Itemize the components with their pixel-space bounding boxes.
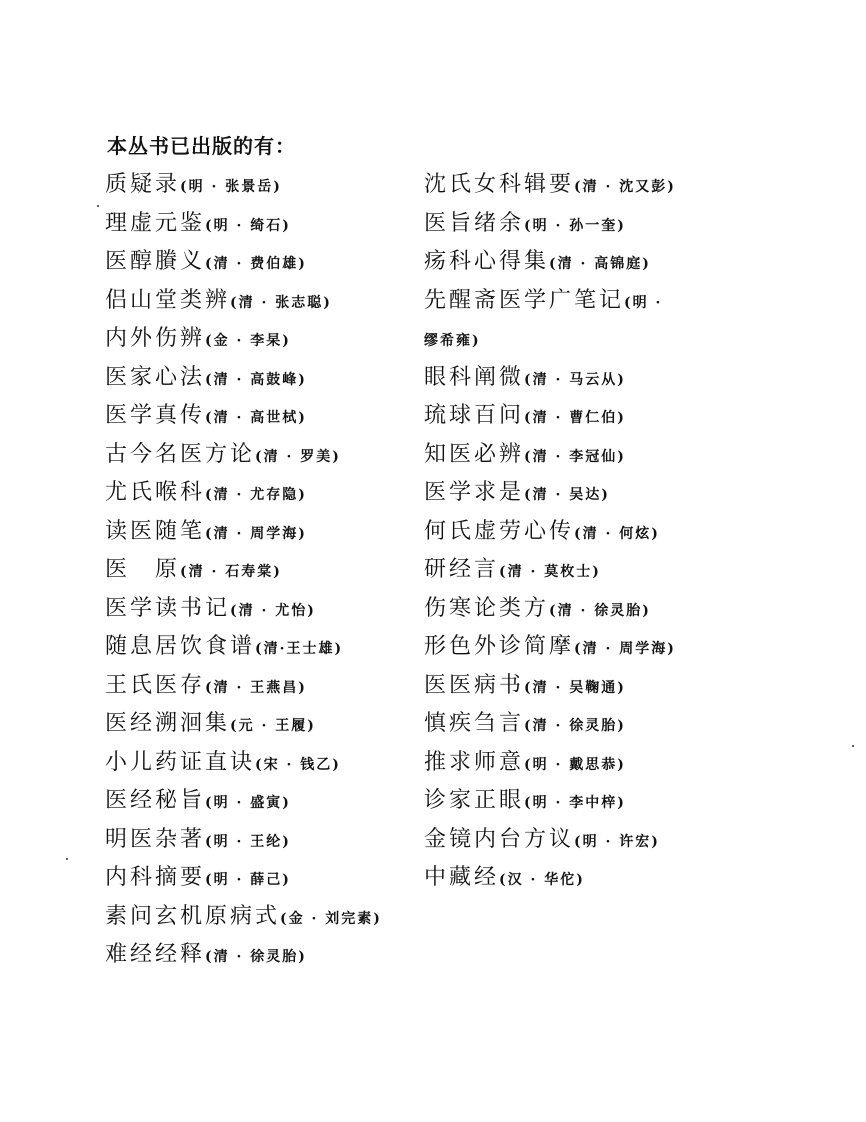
book-author: (清 · 莫枚士) xyxy=(499,564,601,580)
book-title: 研经言 xyxy=(424,557,500,582)
book-author: (清 · 高鼓峰) xyxy=(205,371,307,388)
book-list-item xyxy=(424,628,676,667)
book-author: (明 · 许宏) xyxy=(574,833,660,850)
book-title: 眼科阐微 xyxy=(424,364,525,390)
book-author: (明 · xyxy=(624,294,663,311)
book-title: 何氏虚劳心传 xyxy=(424,518,575,544)
book-title: 琉球百问 xyxy=(424,403,525,428)
book-title: 医学真传 xyxy=(105,403,206,428)
book-author: (汉 · 华佗) xyxy=(499,872,585,888)
book-title: 医 原 xyxy=(105,557,181,582)
book-author: (明 · 戴思恭) xyxy=(524,756,626,773)
book-title: 沈氏女科辑要 xyxy=(424,172,575,197)
book-author: (金 · 李杲) xyxy=(205,333,291,349)
book-author: (清·王士雄) xyxy=(255,641,344,657)
book-title: 医旨绪余 xyxy=(424,210,525,236)
book-author: (清 · 沈又彭) xyxy=(574,179,676,195)
book-list-item xyxy=(424,821,676,860)
book-author: (清 · 徐灵胎) xyxy=(524,718,626,734)
book-author: (清 · 高锦庭) xyxy=(549,256,651,272)
book-title: 侣山堂类辨 xyxy=(105,287,231,313)
book-title: 尤氏喉科 xyxy=(105,480,206,505)
book-title: 随息居饮食谱 xyxy=(105,634,256,659)
book-title: 医医病书 xyxy=(424,672,525,698)
book-title: 明医杂著 xyxy=(105,826,206,852)
book-title: 内外伤辨 xyxy=(105,326,206,351)
book-title: 古今名医方论 xyxy=(105,441,256,467)
book-title: 金镜内台方议 xyxy=(424,826,575,852)
book-list-item xyxy=(105,782,382,821)
book-title: 理虚元鉴 xyxy=(105,210,206,236)
right-column xyxy=(424,166,676,898)
book-list-item xyxy=(105,667,382,706)
scan-speck xyxy=(66,858,68,860)
book-list-item xyxy=(424,744,676,783)
book-title: 小儿药证直诀 xyxy=(105,749,256,775)
book-list-item xyxy=(424,551,676,590)
book-author: (明 · 绮石) xyxy=(205,217,291,234)
book-author: (清 · 徐灵胎) xyxy=(205,949,307,965)
book-author: (清 · 徐灵胎) xyxy=(549,602,651,619)
book-author: (清 · 马云从) xyxy=(524,371,626,388)
book-title: 医经溯洄集 xyxy=(105,711,231,736)
book-author: 缪希雍) xyxy=(424,333,481,349)
book-list-item xyxy=(424,436,676,475)
book-list-item xyxy=(424,590,676,629)
book-list-item xyxy=(424,166,676,205)
book-title: 读医随笔 xyxy=(105,518,206,544)
book-title: 推求师意 xyxy=(424,749,525,775)
book-list-item xyxy=(424,282,676,321)
book-list-item xyxy=(424,359,676,398)
book-title: 素问玄机原病式 xyxy=(105,903,281,929)
book-author: (清 · 李冠仙) xyxy=(524,448,626,465)
book-list-item xyxy=(105,436,382,475)
book-list-item xyxy=(424,243,676,282)
book-author: (清 · 吴鞠通) xyxy=(524,679,626,696)
book-title: 形色外诊简摩 xyxy=(424,634,575,659)
book-list-item xyxy=(424,705,676,744)
book-list-item xyxy=(424,320,676,359)
book-author: (清 · 高世栻) xyxy=(205,410,307,426)
book-title: 医经秘旨 xyxy=(105,788,206,813)
book-title: 医学读书记 xyxy=(105,595,231,621)
book-author: (清 · 曹仁伯) xyxy=(524,410,626,426)
left-column xyxy=(105,166,382,975)
book-title: 难经经释 xyxy=(105,942,206,967)
book-author: (明 · 孙一奎) xyxy=(524,217,626,234)
book-list-item xyxy=(424,474,676,513)
book-title: 医学求是 xyxy=(424,480,525,505)
book-author: (清 · 尤存隐) xyxy=(205,487,307,503)
book-author: (明 · 王纶) xyxy=(205,833,291,850)
book-list-item xyxy=(105,936,382,975)
book-list-item xyxy=(105,320,382,359)
book-author: (明 · 张景岳) xyxy=(180,179,282,195)
book-list-item xyxy=(424,513,676,552)
book-list-item xyxy=(105,166,382,205)
book-title: 慎疾刍言 xyxy=(424,711,525,736)
book-title: 内科摘要 xyxy=(105,865,206,890)
book-title: 王氏医存 xyxy=(105,672,206,698)
book-list-item xyxy=(105,821,382,860)
book-author: (金 · 刘完素) xyxy=(280,910,382,927)
book-list-item xyxy=(105,744,382,783)
book-author: (清 · 费伯雄) xyxy=(205,256,307,272)
book-author: (宋 · 钱乙) xyxy=(255,756,341,773)
book-author: (明 · 薛己) xyxy=(205,872,291,888)
book-author: (清 · 石寿棠) xyxy=(180,564,282,580)
book-title: 诊家正眼 xyxy=(424,788,525,813)
book-list-item xyxy=(105,898,382,937)
book-author: (清 · 何炫) xyxy=(574,525,660,542)
book-author: (元 · 王履) xyxy=(230,718,316,734)
book-title: 医醇賸义 xyxy=(105,249,206,274)
book-list-item xyxy=(424,859,676,898)
book-title: 医家心法 xyxy=(105,364,206,390)
book-list-item xyxy=(105,205,382,244)
book-list-item xyxy=(424,667,676,706)
book-title: 伤寒论类方 xyxy=(424,595,550,621)
book-author: (清 · 周学海) xyxy=(205,525,307,542)
scan-speck xyxy=(97,205,99,207)
book-author: (明 · 李中梓) xyxy=(524,795,626,811)
book-list-item xyxy=(105,590,382,629)
book-author: (清 · 周学海) xyxy=(574,641,676,657)
book-list-item xyxy=(105,513,382,552)
book-list-item xyxy=(105,705,382,744)
book-title: 疡科心得集 xyxy=(424,249,550,274)
book-author: (清 · 张志聪) xyxy=(230,294,332,311)
book-list-item xyxy=(105,359,382,398)
scan-speck xyxy=(852,745,854,747)
book-list-item xyxy=(105,859,382,898)
book-list-item xyxy=(105,628,382,667)
page-heading: 本丛书已出版的有： xyxy=(107,134,296,158)
book-title: 质疑录 xyxy=(105,172,181,197)
book-list-item xyxy=(424,782,676,821)
book-author: (明 · 盛寅) xyxy=(205,795,291,811)
book-title: 先醒斋医学广笔记 xyxy=(424,287,625,313)
book-list-item xyxy=(424,205,676,244)
book-list-item xyxy=(105,397,382,436)
book-author: (清 · 王燕昌) xyxy=(205,679,307,696)
book-list-item xyxy=(105,474,382,513)
book-list-item xyxy=(105,243,382,282)
book-title: 中藏经 xyxy=(424,865,500,890)
book-list-item xyxy=(105,551,382,590)
book-list-item xyxy=(424,397,676,436)
book-list-item xyxy=(105,282,382,321)
book-title: 知医必辨 xyxy=(424,441,525,467)
book-author: (清 · 尤怡) xyxy=(230,602,316,619)
book-author: (清 · 吴达) xyxy=(524,487,610,503)
book-author: (清 · 罗美) xyxy=(255,448,341,465)
